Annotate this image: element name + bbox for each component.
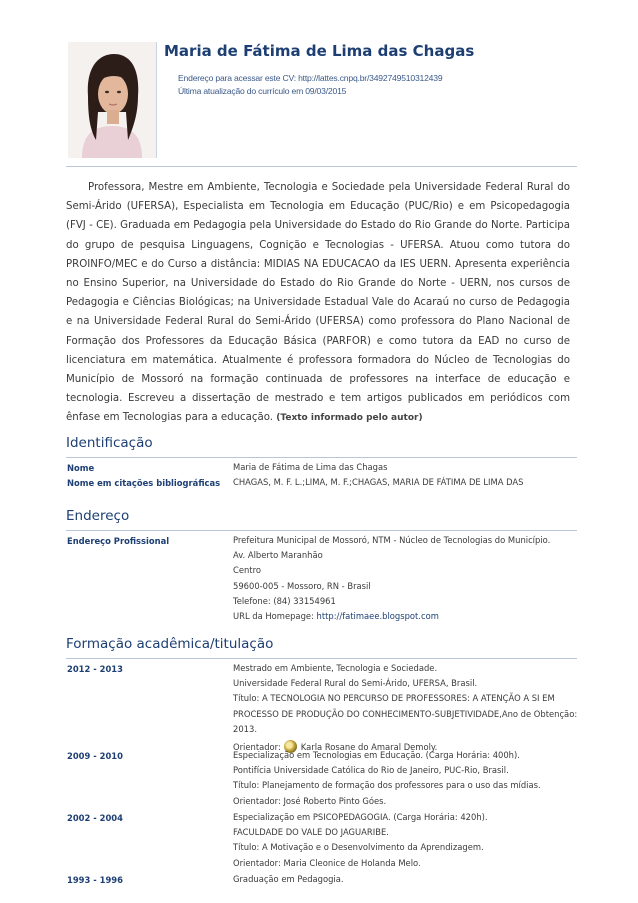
homepage-line [233,609,578,624]
section-divider [66,658,577,659]
formacao-entry: Mestrado em Ambiente, Tecnologia e Sociedade. Universidade Federal Rural do Semi-Árido, UFERSA, Brasil. Título: A TECNOLOGIA NO PERCURSO DE PROFESSORES: A ATENÇÃO A SI EM PROCESSO DE PRODUÇÃO DO CONHECIMENTO-SUBJETIVIDADE,Ano de Obtenção: 2013. Orientador: Karla Rosane do Amaral Demoly. [233,661,578,755]
address-line: 59600-005 - Mossoro, RN - Brasil [233,580,371,591]
profile-photo [68,42,157,158]
address-phone: Telefone: (84) 33154961 [233,595,336,606]
section-title-formacao: Formação acadêmica/titulação [66,636,274,652]
formacao-entry: Especialização em PSICOPEDAGOGIA. (Carga Horária: 420h). FACULDADE DO VALE DO JAGUARIBE. Título: A Motivação e o Desenvolvimento da Aprendizagem. Orientador: Maria Cleonice de Holanda Melo. [233,812,488,868]
period-2012-2013: 2012 - 2013 [67,664,123,674]
profile-name: Maria de Fátima de Lima das Chagas [164,42,475,60]
row-value-nome: Maria de Fátima de Lima das Chagas [233,462,388,472]
summary-text: Professora, Mestre em Ambiente, Tecnologia e Sociedade pela Universidade Federal Rural do Semi-Árido (UFERSA), Especialista em Tecnologia em Educação (PUC/Rio) e em Psicopedagogia (FVJ - CE). Graduada em Pedagogia pela Universidade do Estado do Rio Grande do Norte. Participa do grupo de pesquisa Linguagens, Cognição e Tecnologias - UFERSA. Atuou como tutora do PROINFO/MEC e do Curso a distância: MIDIAS NA EDUCACAO da IES UERN. Apresenta experiência no Ensino Superior, na Universidade do Estado do Rio Grande do Norte - UERN, nos cursos de Pedagogia e Ciências Biológicas; na Universidade Estadual Vale do Acaraú no curso de Pedagogia e na Universidade Federal Rural do Semi-Árido (UFERSA) como professora do Plano Nacional de Formação dos Professores da Educação Básica (PARFOR) e como tutora da EAD no curso de licenciatura em matemática. Atualmente é professora formadora do Núcleo de Tecnologias do Município de Mossoró na formação continuada de professores na interface de educação e tecnologia. Escreveu a dissertação de mestrado e tem artigos publicados em periódicos com ênfase em Tecnologias para a educação. [66,182,570,424]
homepage-link[interactable]: http://fatimaee.blogspot.com [316,611,439,622]
row-label-endereco-profissional: Endereço Profissional [67,536,170,546]
section-divider [66,457,577,458]
period-2002-2004: 2002 - 2004 [67,813,123,823]
formacao-entry: Graduação em Pedagogia. [233,874,344,884]
summary-note: (Texto informado pelo autor) [276,413,423,424]
row-label-nome: Nome [67,463,95,473]
address-line: Centro [233,565,261,576]
address-line: Av. Alberto Maranhão [233,550,323,561]
last-update-text: Última atualização do currículo em 09/03/2015 [178,86,347,96]
header-divider [66,166,577,167]
section-title-identificacao: Identificação [66,435,153,451]
section-title-endereco: Endereço [66,508,130,524]
homepage-label: URL da Homepage: [233,611,314,622]
summary-paragraph [66,178,570,429]
period-2009-2010: 2009 - 2010 [67,751,123,761]
row-value-citacoes: CHAGAS, M. F. L.;LIMA, M. F.;CHAGAS, MARIA DE FÁTIMA DE LIMA DAS [233,477,524,487]
profile-photo-image [68,42,156,158]
period-1993-1996: 1993 - 1996 [67,875,123,885]
formacao-entry: Especialização em Tecnologias em Educação. (Carga Horária: 400h). Pontifícia Universidade Católica do Rio de Janeiro, PUC-Rio, Brasil. Título: Planejamento de formação dos professores para o uso das mídias. Orientador: José Roberto Pinto Góes. [233,750,541,806]
cv-address-link[interactable]: Endereço para acessar este CV: http://lattes.cnpq.br/3492749510312439 [178,73,443,83]
cv-header [0,0,638,170]
address-line: Prefeitura Municipal de Mossoró, NTM - Núcleo de Tecnologias do Município. [233,535,551,545]
section-divider [66,530,577,531]
row-label-citacoes: Nome em citações bibliográficas [67,478,221,488]
row-value-endereco [233,533,578,624]
advisor-line: Orientador: Karla Rosane do Amaral Demoly. [233,742,438,753]
